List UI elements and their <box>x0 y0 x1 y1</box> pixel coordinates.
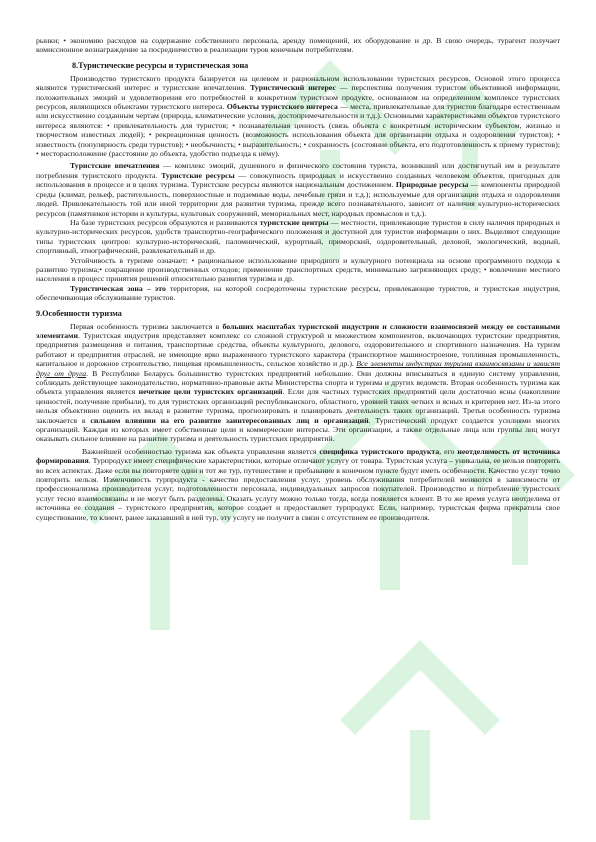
paragraph-tourist-interest <box>36 74 560 159</box>
paragraph-tourist-zone <box>36 284 560 303</box>
document-page <box>36 36 560 808</box>
bold-term: неотделимость от источника формирования <box>36 446 560 466</box>
text-run: . В Республике Беларусь большинство туристских предприятий небольшие. Они должны вписываться в единую систему управления, соблюдать действующее законодательство, нормативно-правовые акты Министерства спорта и туризма и других ведомств. Вторая особенность туризма как объекта управления является <box>36 368 560 397</box>
paragraph-intro <box>36 36 560 55</box>
bold-term: Туристический интерес <box>250 83 336 93</box>
paragraph-tourist-centers <box>36 218 560 256</box>
bold-term: туристские центры <box>259 217 329 227</box>
text-run: — компоненты природной среды (климат, рельеф, растительность, поверхностные и подземные воды, лечебные грязи и т.д.); используемые для организации отдыха и оздоровления людей. Привлекательность той или иной территории для развития туризма, прежде всего познавательного, зависит от наличия культурно-исторических ресурсов (памятников истории и культуры, культовых сооружений, мемориальных мест, народных промыслов и т.д.). <box>36 180 560 218</box>
text-run: . Туристический продукт создается усилиями многих организаций. Каждая из которых имеет собственные цели и коммерческие интересы. Эти организации, а также отдельные лица или группы лиц могут оказывать сильное влияние на развитие туризма и деятельность туристских предприятий. <box>36 415 560 444</box>
bold-term: нечеткие цели туристских организаций <box>138 387 283 397</box>
text-run: территория, на которой сосредоточены туристские ресурсы, привлекающие туристов, и туристская индустрия, обеспечивающая обслуживание туристов. <box>36 283 560 303</box>
underlined-phrase: Все элементы индустрии туризма взаимосвязаны и зависят друг от друга <box>36 359 560 378</box>
bold-term: Туристическая зона – это <box>70 283 166 293</box>
text-run: — совокупность природных и искусственно созданных человеком объектов, пригодных для использования в процессе и в целях туризма. Туристские ресурсы являются национальным достижением. <box>36 170 560 190</box>
text-run: Важнейшей особенностью туризма как объекта управления является <box>82 446 320 456</box>
text-run: — комплекс эмоций, душевного и физического состояния туриста, возникший или достигнутый им в результате потребления туристского продукта. <box>36 161 560 180</box>
text-run: . Если для частных туристских предприятий цели достаточно ясны (накопление ценностей, получение прибыли), то для туристских организаций республиканского, областного, уровней таких четких и ясных и критериев нет. Из-за этого нельзя объективно оценить их вклад в развитие туризма, прогнозировать и планировать деятельность таких организаций. Третья особенность туризма заключается в <box>36 387 560 425</box>
text-run: — местности, привлекающие туристов в силу наличия природных и культурно-исторических ресурсов, удобств транспортно-географического положения и доступной для туристов информации о них. Выделяют следующие типы туристских центров: культурно-исторический, паломнический, курортный, приморский, оздоровительный, деловой, экологический, водный, спортивный, этнографический, развлекательный и др. <box>36 217 560 256</box>
bold-term: специфика туристского продукта <box>319 446 440 456</box>
text-run: — места, привлекательные для туристов благодаря естественным или искусственно созданным чертам (природа, климатические условия, достопримечательности и т.д.). Основными характеристиками объектов туристского интереса являются: • привлекательность для туристов; • познавательная ценность (связь объекта с конкретным историческим субъектом, жизнью и творчеством известных людей); • рекреационная ценность (возможность использования объекта для организации отдыха и оздоровления туристов); • известность (популярность среди туристов); • необычность; • выразительность; • сохранность (состояние объекта, его подготовленность к приему туристов); • месторасположение (расстояние до объекта, удобство подъезда к нему). <box>36 102 560 159</box>
text-run: . Турпродукт имеет специфические характеристики, которые отличают услугу от товара. Туристская услуга – уникальна, ее нельзя повторить во всех аспектах. Даже если вы повторяете один и тот же тур, путешествие и пребывание в конечном пункте будут иметь особенности. Качество услуг точно повторить нельзя. Изменчивость турпродукта - качество предоставления услуг, уровень обслуживания потребителей меняются в зависимости от профессионализма производителя услуг, подготовленности персонала, индивидуальных запросов покупателей. Производство и потребление туристских услуг тесно взаимосвязаны и не могут быть разделены. Оказать услугу можно только тогда, когда появляется клиент. В то же время услуга неотделима от источника ее создания – туристского предприятия, которое создает и предоставляет турпродукт. Если, например, туристская фирма прекратила свое существование, то клиент, ранее заказавший в ней тур, эту услугу не получит в связи с отсутствием ее производителя. <box>36 456 560 522</box>
paragraph-first-feature <box>36 322 560 444</box>
text-run: — перспектива получения туристом объективной информации, положительных эмоций и удовлетворения его потребностей в конкретном туристском продукте, основанном на определенном комплексе туристских ресурсов, являющихся объектами туристского интереса. <box>36 83 560 112</box>
bold-term: сильном влиянии на его развитие заинтересованных лиц и организаций <box>90 415 369 425</box>
text-run: , его <box>439 446 458 456</box>
bold-term: больших масштабах туристской индустрии и сложности взаимосвязей между ее составными элементами <box>36 321 560 340</box>
section-heading-9: 9.Особенности туризма <box>36 308 122 318</box>
paragraph-tourist-impressions <box>36 161 560 217</box>
paragraph-sustainability <box>36 256 560 284</box>
text-run: Первая особенность туризма заключается в <box>70 321 223 331</box>
bold-term: Природные ресурсы <box>395 180 469 190</box>
text-run: На базе туристских ресурсов образуются и развиваются <box>70 217 260 227</box>
bold-term: Объекты туристского интереса <box>226 102 338 112</box>
bold-term: Туристские впечатления <box>70 161 160 171</box>
section-heading-8: 8.Туристические ресурсы и туристическая зона <box>72 60 249 70</box>
text-run: Устойчивость в туризме означает: • рациональное использование природного и культурного потенциала на основе программного подхода к развитию туризма;• сокращение производственных отходов; применение транспортных средств, минимально загрязняющих среду; • вовлечение местного населения в процесс принятия решений относительно развития туризма и др. <box>36 255 560 284</box>
text-run: . Туристская индустрия представляет комплекс со сложной структурой и множеством компонентов, включающих туристские предприятия, предприятия размещения и питания, транспортные средства, объекты культурного, делового, оздоровительного и спортивного назначения. На туризм работают и предприятия отраслей, не имеющие ярко выраженного туристского характера (транспортное машиностроение, топливная промышленность, капитальное и дорожное строительство, пищевая промышленность, сельское хозяйство и др.). <box>36 330 560 369</box>
text-run: рынки; • экономию расходов на содержание собственного персонала, аренду помещений, их оборудование и др. В свою очередь, турагент получает комиссионное вознаграждение за посредничество в реализации туров конечным потребителям. <box>36 36 560 55</box>
text-run: Производство туристского продукта базируется на целевом и рациональном использовании туристских ресурсов. Основой этого процесса являются туристический интерес и туристские впечатления. <box>36 73 560 93</box>
paragraph-product-specifics <box>36 447 560 522</box>
bold-term: Туристские ресурсы <box>161 170 235 180</box>
